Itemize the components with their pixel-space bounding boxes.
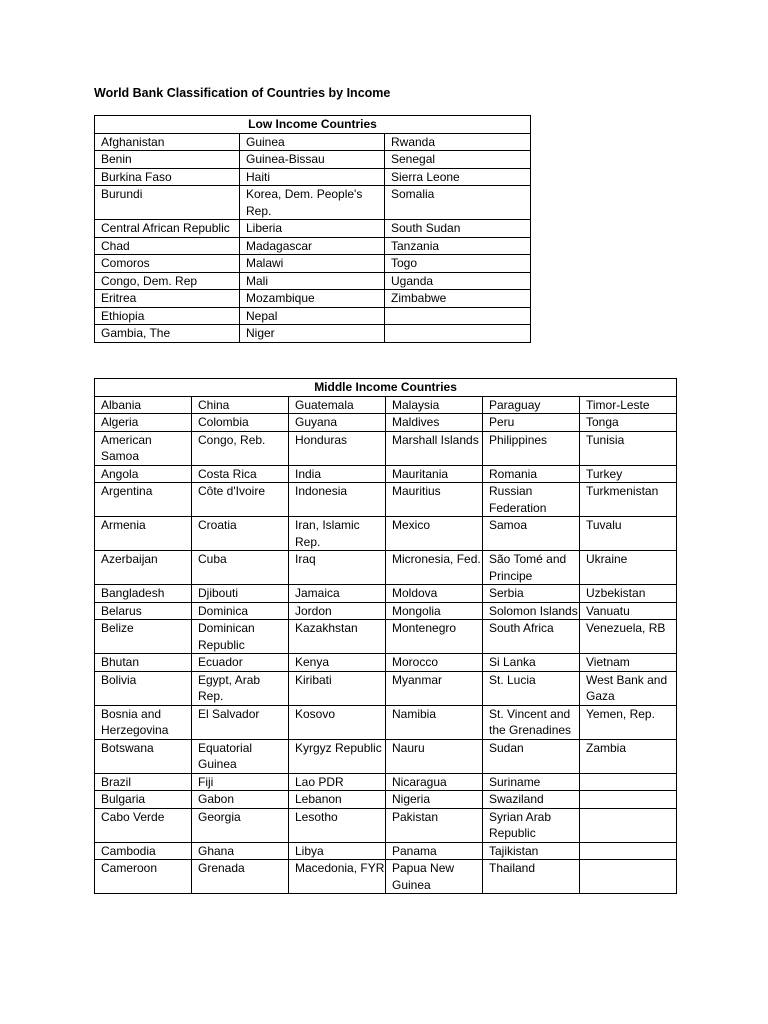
country-cell: Angola — [95, 465, 192, 483]
country-cell: Gabon — [192, 791, 289, 809]
country-cell: Zimbabwe — [385, 290, 531, 308]
country-cell: Burundi — [95, 186, 240, 220]
country-cell: Kenya — [289, 654, 386, 672]
country-cell: Venezuela, RB — [580, 620, 677, 654]
country-cell: Nicaragua — [386, 773, 483, 791]
country-cell: Serbia — [483, 585, 580, 603]
country-cell — [385, 307, 531, 325]
middle-income-row — [95, 620, 677, 654]
country-cell: São Tomé and Principe — [483, 551, 580, 585]
country-cell: Eritrea — [95, 290, 240, 308]
low-income-row — [95, 168, 531, 186]
country-cell: Papua New Guinea — [386, 860, 483, 894]
middle-income-row — [95, 414, 677, 432]
country-cell: Mongolia — [386, 602, 483, 620]
low-income-row — [95, 272, 531, 290]
country-cell: Mexico — [386, 517, 483, 551]
country-cell: Tajikistan — [483, 842, 580, 860]
country-cell: Tuvalu — [580, 517, 677, 551]
country-cell: Nauru — [386, 739, 483, 773]
country-cell: Benin — [95, 151, 240, 169]
country-cell: Samoa — [483, 517, 580, 551]
country-cell: Paraguay — [483, 396, 580, 414]
country-cell: Congo, Reb. — [192, 431, 289, 465]
low-income-table — [94, 115, 531, 343]
country-cell: Philippines — [483, 431, 580, 465]
country-cell: Georgia — [192, 808, 289, 842]
country-cell: Colombia — [192, 414, 289, 432]
country-cell: Belarus — [95, 602, 192, 620]
document-title: World Bank Classification of Countries by Income — [94, 86, 391, 100]
country-cell: Jamaica — [289, 585, 386, 603]
country-cell: Cabo Verde — [95, 808, 192, 842]
low-income-row — [95, 307, 531, 325]
country-cell: Uzbekistan — [580, 585, 677, 603]
middle-income-row — [95, 483, 677, 517]
country-cell: Honduras — [289, 431, 386, 465]
country-cell: Ghana — [192, 842, 289, 860]
country-cell: Rwanda — [385, 133, 531, 151]
country-cell: Thailand — [483, 860, 580, 894]
country-cell: Moldova — [386, 585, 483, 603]
country-cell: Bosnia and Herzegovina — [95, 705, 192, 739]
country-cell: Grenada — [192, 860, 289, 894]
country-cell: Madagascar — [240, 237, 385, 255]
country-cell: Kiribati — [289, 671, 386, 705]
country-cell: Croatia — [192, 517, 289, 551]
country-cell: Uganda — [385, 272, 531, 290]
country-cell: Liberia — [240, 220, 385, 238]
low-income-row — [95, 255, 531, 273]
country-cell: Peru — [483, 414, 580, 432]
country-cell: Lesotho — [289, 808, 386, 842]
country-cell: Egypt, Arab Rep. — [192, 671, 289, 705]
country-cell: Bolivia — [95, 671, 192, 705]
country-cell: Guyana — [289, 414, 386, 432]
country-cell: Brazil — [95, 773, 192, 791]
middle-income-row — [95, 396, 677, 414]
country-cell: Ecuador — [192, 654, 289, 672]
low-income-row — [95, 237, 531, 255]
country-cell: Cambodia — [95, 842, 192, 860]
middle-income-table — [94, 378, 677, 894]
country-cell: Malawi — [240, 255, 385, 273]
country-cell: Vanuatu — [580, 602, 677, 620]
country-cell: Afghanistan — [95, 133, 240, 151]
country-cell: Gambia, The — [95, 325, 240, 343]
country-cell: Mozambique — [240, 290, 385, 308]
middle-income-row — [95, 808, 677, 842]
country-cell — [385, 325, 531, 343]
country-cell: Kosovo — [289, 705, 386, 739]
country-cell: Maldives — [386, 414, 483, 432]
middle-income-row — [95, 791, 677, 809]
country-cell: West Bank and Gaza — [580, 671, 677, 705]
country-cell: Burkina Faso — [95, 168, 240, 186]
country-cell — [580, 842, 677, 860]
country-cell: Djibouti — [192, 585, 289, 603]
country-cell: Marshall Islands — [386, 431, 483, 465]
middle-income-caption: Middle Income Countries — [95, 379, 677, 397]
middle-income-row — [95, 602, 677, 620]
country-cell: Senegal — [385, 151, 531, 169]
middle-income-row — [95, 860, 677, 894]
country-cell: Myanmar — [386, 671, 483, 705]
middle-income-row — [95, 671, 677, 705]
country-cell: Cameroon — [95, 860, 192, 894]
low-income-row — [95, 290, 531, 308]
country-cell: Belize — [95, 620, 192, 654]
country-cell: Nigeria — [386, 791, 483, 809]
country-cell: Ukraine — [580, 551, 677, 585]
middle-income-row — [95, 654, 677, 672]
country-cell: Indonesia — [289, 483, 386, 517]
country-cell: China — [192, 396, 289, 414]
country-cell: Micronesia, Fed. — [386, 551, 483, 585]
country-cell: Zambia — [580, 739, 677, 773]
country-cell: Lao PDR — [289, 773, 386, 791]
country-cell: Korea, Dem. People's Rep. — [240, 186, 385, 220]
country-cell: Timor-Leste — [580, 396, 677, 414]
country-cell: Azerbaijan — [95, 551, 192, 585]
country-cell: Fiji — [192, 773, 289, 791]
country-cell: Côte d'Ivoire — [192, 483, 289, 517]
middle-income-row — [95, 431, 677, 465]
middle-income-row — [95, 773, 677, 791]
low-income-caption: Low Income Countries — [95, 116, 531, 134]
country-cell: Jordon — [289, 602, 386, 620]
country-cell: Si Lanka — [483, 654, 580, 672]
country-cell: American Samoa — [95, 431, 192, 465]
country-cell: Turkmenistan — [580, 483, 677, 517]
country-cell: Sudan — [483, 739, 580, 773]
low-income-row — [95, 220, 531, 238]
country-cell: Somalia — [385, 186, 531, 220]
country-cell: Armenia — [95, 517, 192, 551]
country-cell: Syrian Arab Republic — [483, 808, 580, 842]
low-income-row — [95, 151, 531, 169]
country-cell: St. Lucia — [483, 671, 580, 705]
country-cell: Lebanon — [289, 791, 386, 809]
country-cell: Sierra Leone — [385, 168, 531, 186]
country-cell: Guinea-Bissau — [240, 151, 385, 169]
country-cell: Comoros — [95, 255, 240, 273]
middle-income-row — [95, 739, 677, 773]
country-cell: South Africa — [483, 620, 580, 654]
country-cell: Yemen, Rep. — [580, 705, 677, 739]
country-cell: Panama — [386, 842, 483, 860]
country-cell — [580, 860, 677, 894]
country-cell: Niger — [240, 325, 385, 343]
country-cell: Namibia — [386, 705, 483, 739]
country-cell: Montenegro — [386, 620, 483, 654]
country-cell: Cuba — [192, 551, 289, 585]
country-cell: Mauritius — [386, 483, 483, 517]
country-cell: Costa Rica — [192, 465, 289, 483]
country-cell: Equatorial Guinea — [192, 739, 289, 773]
middle-income-row — [95, 551, 677, 585]
country-cell: Swaziland — [483, 791, 580, 809]
country-cell: Bhutan — [95, 654, 192, 672]
country-cell: Iraq — [289, 551, 386, 585]
country-cell: Nepal — [240, 307, 385, 325]
country-cell: Suriname — [483, 773, 580, 791]
country-cell: Guinea — [240, 133, 385, 151]
country-cell: Tanzania — [385, 237, 531, 255]
country-cell — [580, 773, 677, 791]
country-cell — [580, 791, 677, 809]
country-cell: Guatemala — [289, 396, 386, 414]
low-income-row — [95, 133, 531, 151]
country-cell: Chad — [95, 237, 240, 255]
country-cell: Kazakhstan — [289, 620, 386, 654]
country-cell: Solomon Islands — [483, 602, 580, 620]
country-cell: India — [289, 465, 386, 483]
country-cell: Albania — [95, 396, 192, 414]
country-cell: Morocco — [386, 654, 483, 672]
country-cell: Central African Republic — [95, 220, 240, 238]
country-cell: Algeria — [95, 414, 192, 432]
country-cell: Ethiopia — [95, 307, 240, 325]
country-cell: St. Vincent and the Grenadines — [483, 705, 580, 739]
country-cell: South Sudan — [385, 220, 531, 238]
middle-income-row — [95, 585, 677, 603]
country-cell: Tonga — [580, 414, 677, 432]
country-cell: Iran, Islamic Rep. — [289, 517, 386, 551]
country-cell: Argentina — [95, 483, 192, 517]
country-cell: Dominican Republic — [192, 620, 289, 654]
middle-income-row — [95, 465, 677, 483]
country-cell: Mauritania — [386, 465, 483, 483]
country-cell: El Salvador — [192, 705, 289, 739]
country-cell: Pakistan — [386, 808, 483, 842]
country-cell: Dominica — [192, 602, 289, 620]
middle-income-row — [95, 705, 677, 739]
country-cell: Mali — [240, 272, 385, 290]
middle-income-row — [95, 517, 677, 551]
low-income-row — [95, 325, 531, 343]
country-cell: Libya — [289, 842, 386, 860]
low-income-row — [95, 186, 531, 220]
country-cell: Haiti — [240, 168, 385, 186]
country-cell: Malaysia — [386, 396, 483, 414]
country-cell: Tunisia — [580, 431, 677, 465]
country-cell: Bulgaria — [95, 791, 192, 809]
country-cell: Togo — [385, 255, 531, 273]
country-cell: Russian Federation — [483, 483, 580, 517]
country-cell: Botswana — [95, 739, 192, 773]
country-cell: Congo, Dem. Rep — [95, 272, 240, 290]
country-cell: Kyrgyz Republic — [289, 739, 386, 773]
country-cell: Vietnam — [580, 654, 677, 672]
country-cell: Macedonia, FYR — [289, 860, 386, 894]
middle-income-row — [95, 842, 677, 860]
country-cell: Bangladesh — [95, 585, 192, 603]
country-cell: Romania — [483, 465, 580, 483]
country-cell — [580, 808, 677, 842]
country-cell: Turkey — [580, 465, 677, 483]
